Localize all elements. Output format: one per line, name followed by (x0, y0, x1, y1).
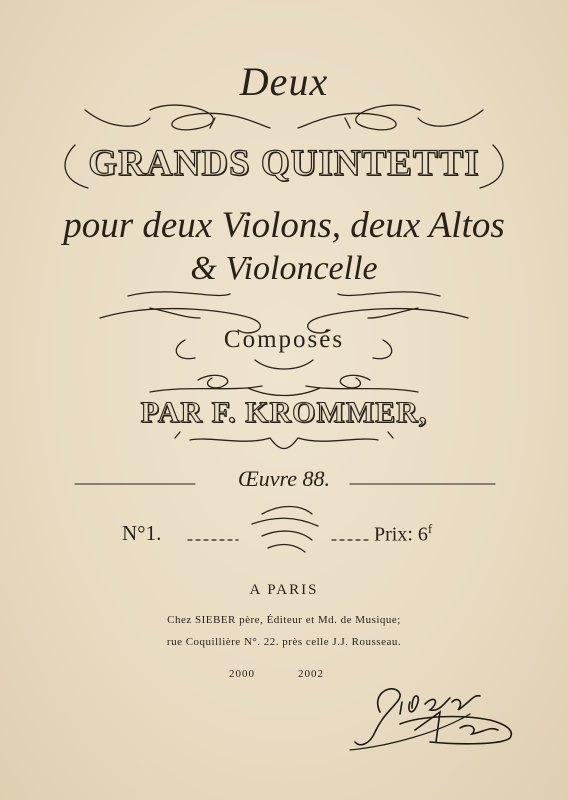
title-violoncelle: & Violoncelle (190, 250, 378, 287)
flourish-left-1 (150, 105, 270, 130)
flourish-right-1 (298, 105, 420, 130)
publisher-line-2: rue Coquillière N°. 22. près celle J.J. Rousseau. (166, 636, 402, 648)
plate-number-2: 2002 (298, 668, 324, 680)
volume-number: N°1. (122, 521, 162, 545)
title-grands-quintetti: GRANDS QUINTETTI (88, 143, 480, 184)
price-unit: f (427, 521, 433, 536)
publisher-line-1: Chez SIEBER père, Éditeur et Md. de Musique; (167, 614, 401, 626)
publisher-city: A PARIS (249, 582, 319, 598)
composer-name: PAR F. KROMMER, (140, 396, 428, 429)
title-instrumentation: pour deux Violons, deux Altos (63, 205, 505, 246)
title-composes: Composés (223, 326, 345, 353)
opus-number: Œuvre 88. (237, 466, 331, 491)
plate-number-1: 2000 (229, 668, 255, 680)
publisher-signature (340, 672, 530, 752)
price (374, 521, 432, 547)
price-label: Prix: 6 (374, 523, 428, 546)
title-deux: Deux (239, 59, 329, 104)
